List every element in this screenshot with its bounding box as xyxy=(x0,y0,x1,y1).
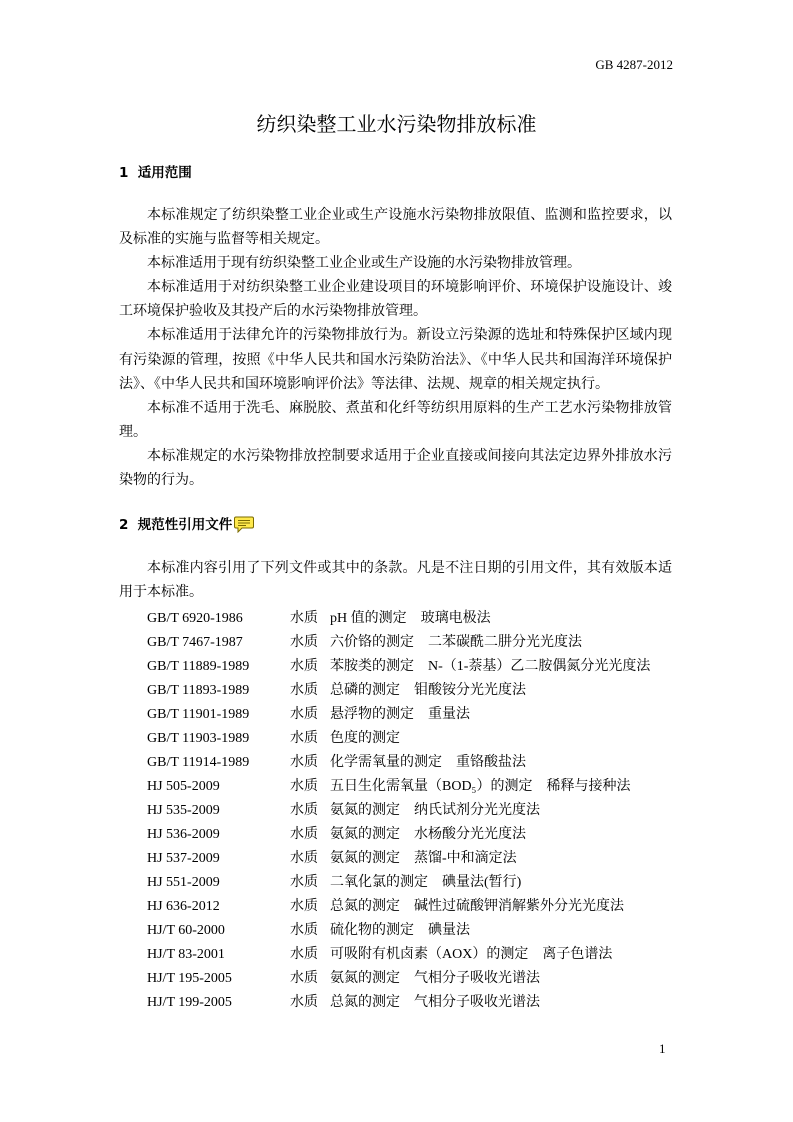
reference-domain: 水质 xyxy=(290,707,318,722)
scope-paragraph: 本标准规定了纺织染整工业企业或生产设施水污染物排放限值、监测和监控要求，以及标准的实施与监督等相关规定。 xyxy=(119,208,672,248)
reference-title: 氨氮的测定 水杨酸分光光度法 xyxy=(330,827,526,842)
reference-item xyxy=(147,655,650,679)
comment-note-icon[interactable] xyxy=(234,516,254,533)
reference-domain: 水质 xyxy=(290,827,318,842)
reference-domain: 水质 xyxy=(290,731,318,746)
reference-domain: 水质 xyxy=(290,755,318,770)
intro-paragraph: 本标准内容引用了下列文件或其中的条款。凡是不注日期的引用文件，其有效版本适用于本标准。 xyxy=(119,561,672,601)
scope-paragraph: 本标准适用于对纺织染整工业企业建设项目的环境影响评价、环境保护设施设计、竣工环境保护验收及其投产后的水污染物排放管理。 xyxy=(119,280,672,320)
reference-title: 总氮的测定 碱性过硫酸钾消解紫外分光光度法 xyxy=(330,899,624,914)
reference-title: 总氮的测定 气相分子吸收光谱法 xyxy=(330,995,540,1010)
reference-code: HJ 536-2009 xyxy=(147,827,220,842)
reference-title: 氨氮的测定 蒸馏-中和滴定法 xyxy=(330,851,517,866)
reference-item xyxy=(147,703,650,727)
reference-title: 总磷的测定 钼酸铵分光光度法 xyxy=(330,683,526,698)
reference-code: GB/T 11914-1989 xyxy=(147,755,250,770)
reference-item xyxy=(147,871,650,895)
scope-paragraph: 本标准适用于现有纺织染整工业企业或生产设施的水污染物排放管理。 xyxy=(147,256,581,272)
reference-code: GB/T 6920-1986 xyxy=(147,611,243,626)
reference-domain: 水质 xyxy=(290,875,318,890)
normative-references-list xyxy=(147,607,650,1015)
reference-code: HJ/T 195-2005 xyxy=(147,971,232,986)
reference-code: GB/T 11893-1989 xyxy=(147,683,250,698)
reference-item xyxy=(147,967,650,991)
section-2-heading-text: 2 规范性引用文件 xyxy=(119,517,233,533)
reference-title: 可吸附有机卤素（AOX）的测定 离子色谱法 xyxy=(330,947,613,962)
reference-title: 色度的测定 xyxy=(330,731,400,746)
reference-code: GB/T 11903-1989 xyxy=(147,731,250,746)
section-1-heading-text: 1 适用范围 xyxy=(119,165,192,181)
reference-item xyxy=(147,751,650,775)
section-2-intro xyxy=(119,557,672,605)
reference-domain: 水质 xyxy=(290,899,318,914)
reference-title: 化学需氧量的测定 重铬酸盐法 xyxy=(330,755,526,770)
reference-item xyxy=(147,895,650,919)
reference-domain: 水质 xyxy=(290,971,318,986)
reference-item xyxy=(147,847,650,871)
reference-domain: 水质 xyxy=(290,683,318,698)
reference-code: GB/T 11889-1989 xyxy=(147,659,250,674)
reference-item xyxy=(147,631,650,655)
reference-code: GB/T 11901-1989 xyxy=(147,707,250,722)
reference-title: 五日生化需氧量（BOD₅）的测定 稀释与接种法 xyxy=(330,779,631,794)
reference-domain: 水质 xyxy=(290,779,318,794)
reference-title: pH 值的测定 玻璃电极法 xyxy=(330,611,491,626)
reference-code: HJ 551-2009 xyxy=(147,875,220,890)
reference-domain: 水质 xyxy=(290,851,318,866)
reference-title: 悬浮物的测定 重量法 xyxy=(330,707,470,722)
reference-item xyxy=(147,799,650,823)
scope-paragraph: 本标准适用于法律允许的污染物排放行为。新设立污染源的选址和特殊保护区域内现有污染源的管理，按照《中华人民共和国水污染防治法》、《中华人民共和国海洋环境保护法》、《中华人民共和国环境影响评价法》等法律、法规、规章的相关规定执行。 xyxy=(119,328,672,392)
reference-item xyxy=(147,727,650,751)
reference-domain: 水质 xyxy=(290,611,318,626)
reference-code: HJ/T 60-2000 xyxy=(147,923,225,938)
reference-item xyxy=(147,775,650,799)
reference-code: HJ/T 199-2005 xyxy=(147,995,232,1010)
reference-code: HJ 636-2012 xyxy=(147,899,220,914)
reference-item xyxy=(147,823,650,847)
section-1-body xyxy=(119,204,672,493)
section-2-heading xyxy=(119,513,254,533)
reference-title: 硫化物的测定 碘量法 xyxy=(330,923,470,938)
section-1-heading xyxy=(119,161,192,181)
reference-title: 氨氮的测定 纳氏试剂分光光度法 xyxy=(330,803,540,818)
reference-title: 氨氮的测定 气相分子吸收光谱法 xyxy=(330,971,540,986)
page-number: 1 xyxy=(659,1041,666,1056)
reference-title: 苯胺类的测定 N-（1-萘基）乙二胺偶氮分光光度法 xyxy=(330,659,651,674)
reference-code: HJ 535-2009 xyxy=(147,803,220,818)
reference-domain: 水质 xyxy=(290,803,318,818)
reference-domain: 水质 xyxy=(290,995,318,1010)
reference-domain: 水质 xyxy=(290,659,318,674)
reference-item xyxy=(147,607,650,631)
reference-title: 六价铬的测定 二苯碳酰二肼分光光度法 xyxy=(330,635,582,650)
reference-domain: 水质 xyxy=(290,635,318,650)
reference-code: HJ 537-2009 xyxy=(147,851,220,866)
scope-paragraph: 本标准不适用于洗毛、麻脱胶、煮茧和化纤等纺织用原料的生产工艺水污染物排放管理。 xyxy=(119,400,672,440)
scope-paragraph: 本标准规定的水污染物排放控制要求适用于企业直接或间接向其法定边界外排放水污染物的行为。 xyxy=(119,448,672,489)
reference-item xyxy=(147,943,650,967)
reference-domain: 水质 xyxy=(290,947,318,962)
reference-item xyxy=(147,919,650,943)
reference-item xyxy=(147,991,650,1015)
reference-code: HJ/T 83-2001 xyxy=(147,947,225,962)
reference-code: GB/T 7467-1987 xyxy=(147,635,243,650)
reference-code: HJ 505-2009 xyxy=(147,779,220,794)
reference-item xyxy=(147,679,650,703)
reference-domain: 水质 xyxy=(290,923,318,938)
reference-title: 二氧化氯的测定 碘量法(暂行) xyxy=(330,875,522,890)
standard-number: GB 4287-2012 xyxy=(595,57,673,72)
document-title: 纺织染整工业水污染物排放标准 xyxy=(256,114,537,136)
